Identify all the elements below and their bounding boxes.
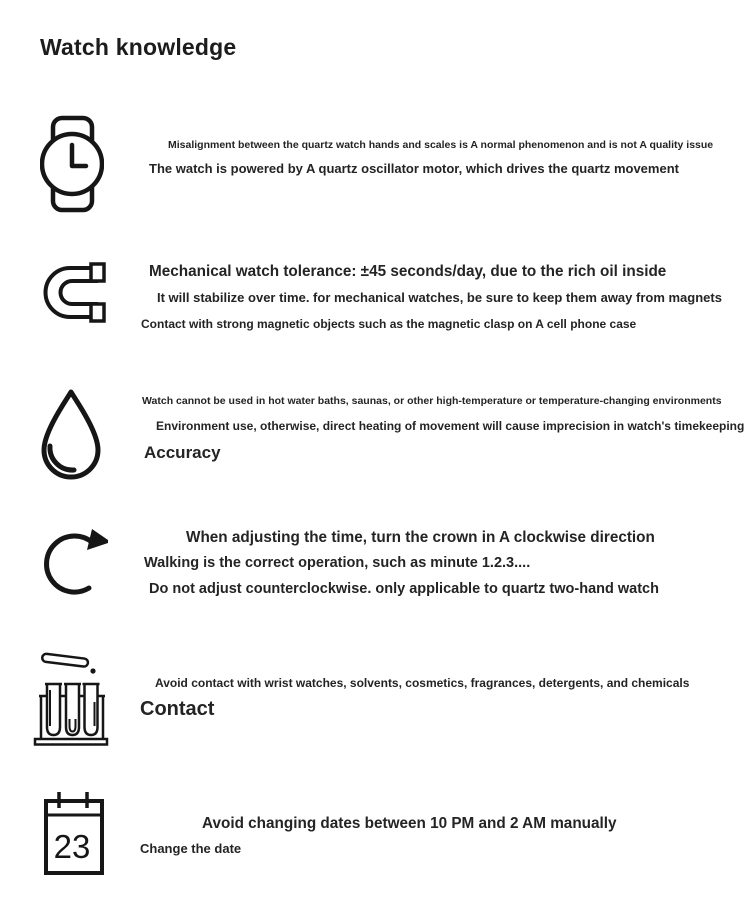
- calendar-day-number: 23: [53, 828, 91, 865]
- text-line: When adjusting the time, turn the crown in A clockwise direction: [186, 529, 655, 546]
- text-line: Contact with strong magnetic objects such as the magnetic clasp on A cell phone case: [141, 317, 637, 331]
- text-line: The watch is powered by A quartz oscillator motor, which drives the quartz movement: [149, 161, 679, 176]
- page-title: Watch knowledge: [40, 34, 237, 60]
- text-line: Environment use, otherwise, direct heating of movement will cause imprecision in watch's timekeeping: [156, 419, 745, 433]
- section-crown-adjustment: [140, 527, 740, 600]
- test-tubes-icon: [33, 646, 113, 746]
- text-line: Avoid changing dates between 10 PM and 2 AM manually: [202, 815, 617, 832]
- section-date-change: [140, 813, 740, 858]
- text-line: Walking is the correct operation, such as minute 1.2.3....: [144, 555, 531, 571]
- section-quartz-movement: [140, 138, 740, 178]
- water-drop-icon: [37, 387, 105, 483]
- text-line: Avoid contact with wrist watches, solvents, cosmetics, fragrances, detergents, and chemicals: [155, 676, 690, 690]
- calendar-icon: [42, 788, 106, 878]
- section-chemicals: [140, 675, 740, 723]
- text-line: Contact: [140, 698, 215, 720]
- watch-icon: [40, 114, 104, 214]
- magnet-icon: [40, 261, 106, 324]
- section-accuracy: [140, 394, 745, 464]
- text-line: It will stabilize over time. for mechanical watches, be sure to keep them away from magnets: [157, 290, 722, 305]
- text-line: Watch cannot be used in hot water baths, saunas, or other high-temperature or temperature-changing environments: [142, 395, 722, 407]
- text-line: Change the date: [140, 841, 242, 856]
- clockwise-arrow-icon: [42, 521, 108, 603]
- section-magnetism: [140, 261, 740, 333]
- text-line: Do not adjust counterclockwise. only applicable to quartz two-hand watch: [149, 581, 659, 597]
- text-line: Misalignment between the quartz watch hands and scales is A normal phenomenon and is not A quality issue: [168, 139, 714, 151]
- text-line: Mechanical watch tolerance: ±45 seconds/day, due to the rich oil inside: [149, 263, 667, 280]
- text-line: Accuracy: [144, 443, 221, 462]
